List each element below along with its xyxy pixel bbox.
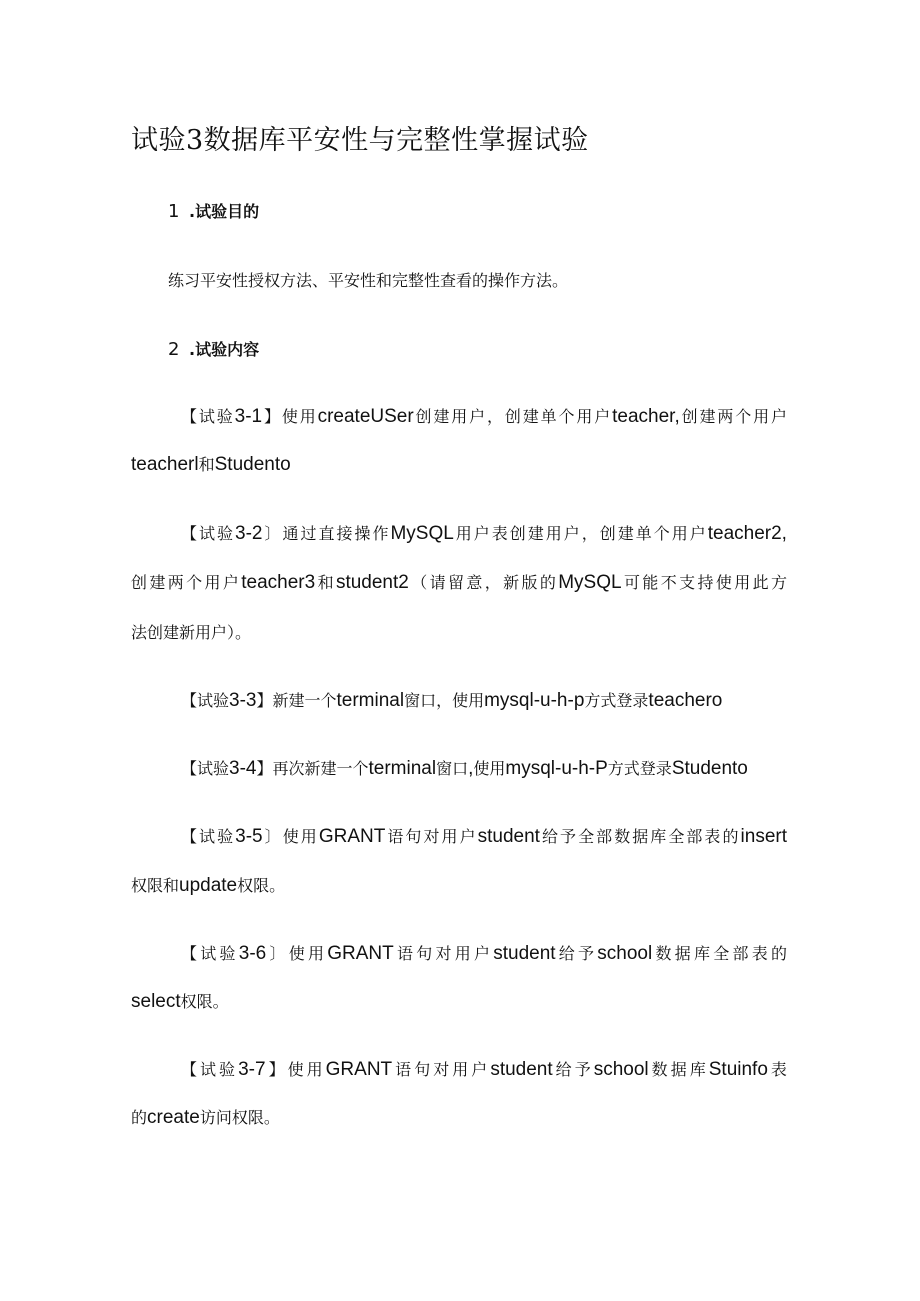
document-title: 试验3数据库平安性与完整性掌握试验 — [131, 125, 589, 156]
section-title: .试验内容 — [189, 340, 260, 359]
section-number: 2 — [168, 339, 180, 360]
section-heading-purpose — [168, 199, 259, 222]
section-heading-content — [168, 337, 259, 360]
experiment-3-5-line-1: 【试验3-5〕使用GRANT语句对用户student给予全部数据库全部表的insert — [181, 826, 787, 847]
experiment-3-5-line-2: 权限和update权限。 — [131, 875, 286, 896]
section-title: .试验目的 — [189, 202, 260, 221]
experiment-3-7-line-1: 【试验3-7】使用GRANT语句对用户student给予school数据库Stuinfo表 — [181, 1059, 787, 1080]
experiment-3-6-line-2: select权限。 — [131, 991, 229, 1012]
experiment-3-7-line-2: 的create访问权限。 — [131, 1107, 280, 1128]
purpose-text: 练习平安性授权方法、平安性和完整性查看的操作方法。 — [168, 271, 569, 290]
experiment-3-1-line-1: 【试验3-1】使用createUSer创建用户，创建单个用户teacher,创建两个用户 — [181, 406, 787, 427]
experiment-3-6-line-1: 【试验3-6〕使用GRANT语句对用户student给予school数据库全部表的 — [181, 943, 787, 964]
experiment-3-4-line-1: 【试验3-4】再次新建一个terminal窗口,使用mysql-u-h-P方式登录Studento — [181, 758, 748, 779]
experiment-3-1-line-2: teacherl和Studento — [131, 454, 291, 475]
experiment-3-2-line-3: 法创建新用户）。 — [131, 623, 252, 642]
experiment-3-2-line-2: 创建两个用户teacher3和student2（请留意，新版的MySQL可能不支持使用此方 — [131, 572, 787, 593]
section-number: 1 — [168, 201, 180, 222]
experiment-3-2-line-1: 【试验3-2〕通过直接操作MySQL用户表创建用户，创建单个用户teacher2, — [181, 523, 787, 544]
experiment-3-3-line-1: 【试验3-3】新建一个terminal窗口，使用mysql-u-h-p方式登录teachero — [181, 690, 723, 711]
